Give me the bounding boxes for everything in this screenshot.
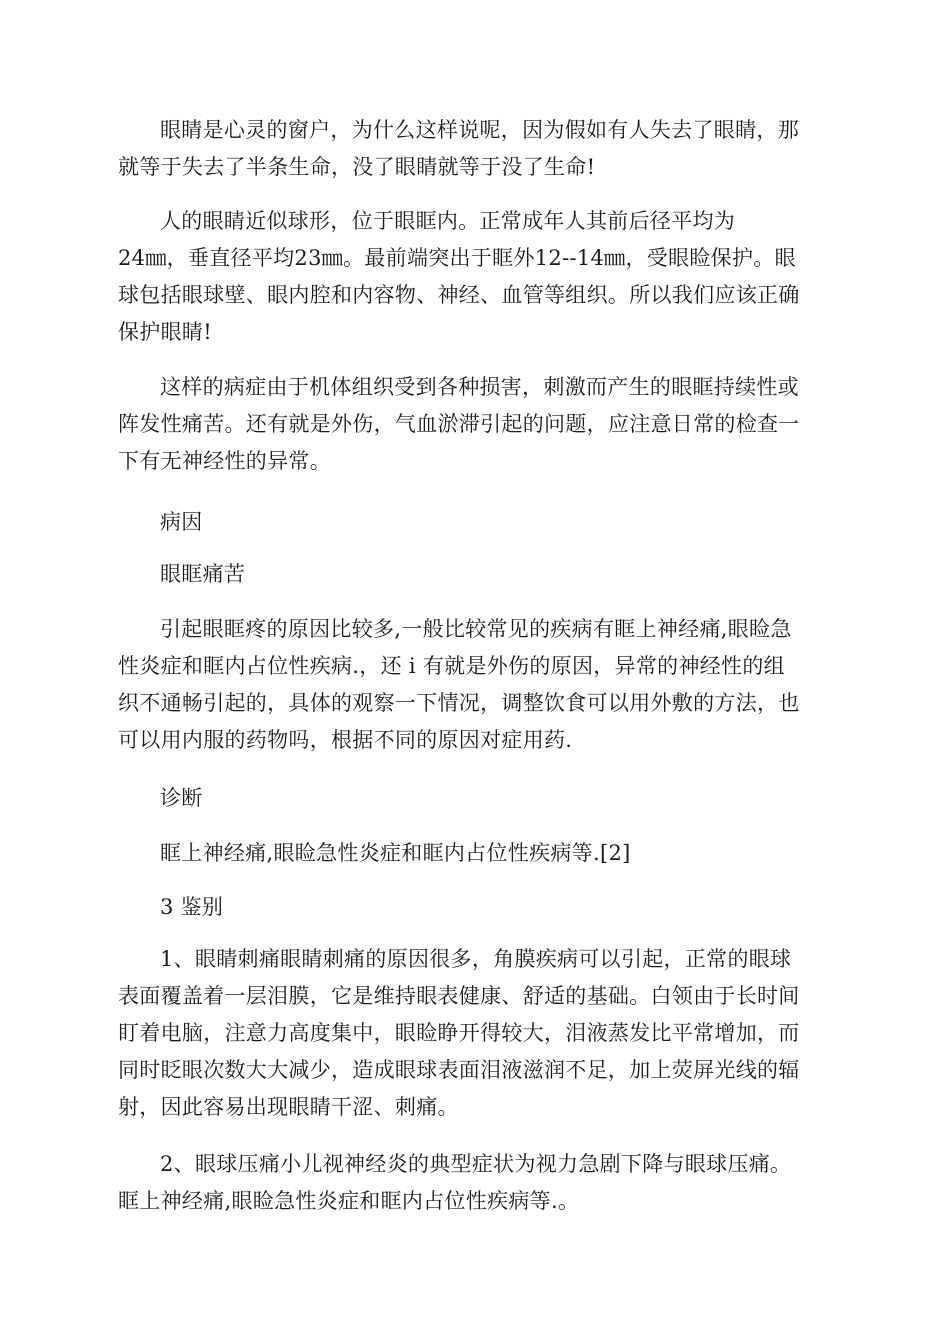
- text-line: 同时眨眼次数大大减少，造成眼球表面泪液滋润不足，加上荧屏光线的辐: [118, 1058, 800, 1082]
- text-line: 24㎜，垂直径平均23㎜。最前端突出于眶外12--14㎜，受眼睑保护。眼: [118, 246, 796, 270]
- paragraph-eye-anatomy: [118, 203, 836, 351]
- text-line: 保护眼睛!: [118, 320, 212, 344]
- text-line: 球包括眼球壁、眼内腔和内容物、神经、血管等组织。所以我们应该正确: [118, 283, 800, 307]
- text-line: 下有无神经性的异常。: [118, 449, 331, 473]
- heading-orbital-pain: 眼眶痛苦: [160, 562, 246, 586]
- text-line: 射，因此容易出现眼睛干涩、刺痛。: [118, 1095, 459, 1119]
- paragraph-orbital-pain: [118, 369, 836, 480]
- text-line: 盯着电脑，注意力高度集中，眼睑睁开得较大，泪液蒸发比平常增加，而: [118, 1021, 800, 1045]
- text-line: 眼睛是心灵的窗户，为什么这样说呢，因为假如有人失去了眼睛，那: [160, 118, 799, 142]
- text-line: 阵发性痛苦。还有就是外伤，气血淤滞引起的问题，应注意日常的检查一: [118, 412, 800, 436]
- paragraph-item-2: [118, 1146, 836, 1220]
- text-line: 性炎症和眶内占位性疾病.，还 i 有就是外伤的原因，异常的神经性的组: [118, 654, 785, 678]
- paragraph-diagnosis: [118, 835, 836, 872]
- paragraph-cause: [118, 611, 836, 759]
- text-line: 表面覆盖着一层泪膜，它是维持眼表健康、舒适的基础。白领由于长时间: [118, 984, 800, 1008]
- text-line: 引起眼眶疼的原因比较多,一般比较常见的疾病有眶上神经痛,眼睑急: [160, 617, 792, 641]
- text-line: 织不通畅引起的，具体的观察一下情况，调整饮食可以用外敷的方法，也: [118, 691, 800, 715]
- paragraph-eyes-window: [118, 112, 836, 186]
- paragraph-item-1: [118, 941, 836, 1126]
- heading-diagnosis: 诊断: [160, 786, 203, 810]
- text-line: 这样的病症由于机体组织受到各种损害，刺激而产生的眼眶持续性或: [160, 375, 799, 399]
- text-line: 眶上神经痛,眼睑急性炎症和眶内占位性疾病等.[2]: [160, 841, 631, 865]
- text-line: 眶上神经痛,眼睑急性炎症和眶内占位性疾病等.。: [118, 1189, 580, 1213]
- text-line: 人的眼睛近似球形，位于眼眶内。正常成年人其前后径平均为: [160, 209, 736, 233]
- text-line: 2、眼球压痛小儿视神经炎的典型症状为视力急剧下降与眼球压痛。: [160, 1152, 792, 1176]
- heading-cause: 病因: [160, 510, 203, 534]
- text-line: 就等于失去了半条生命，没了眼睛就等于没了生命!: [118, 155, 596, 179]
- heading-differential: 3 鉴别: [160, 895, 224, 919]
- text-line: 可以用内服的药物吗，根据不同的原因对症用药.: [118, 728, 573, 752]
- text-line: 1、眼睛刺痛眼睛刺痛的原因很多，角膜疾病可以引起，正常的眼球: [160, 947, 792, 971]
